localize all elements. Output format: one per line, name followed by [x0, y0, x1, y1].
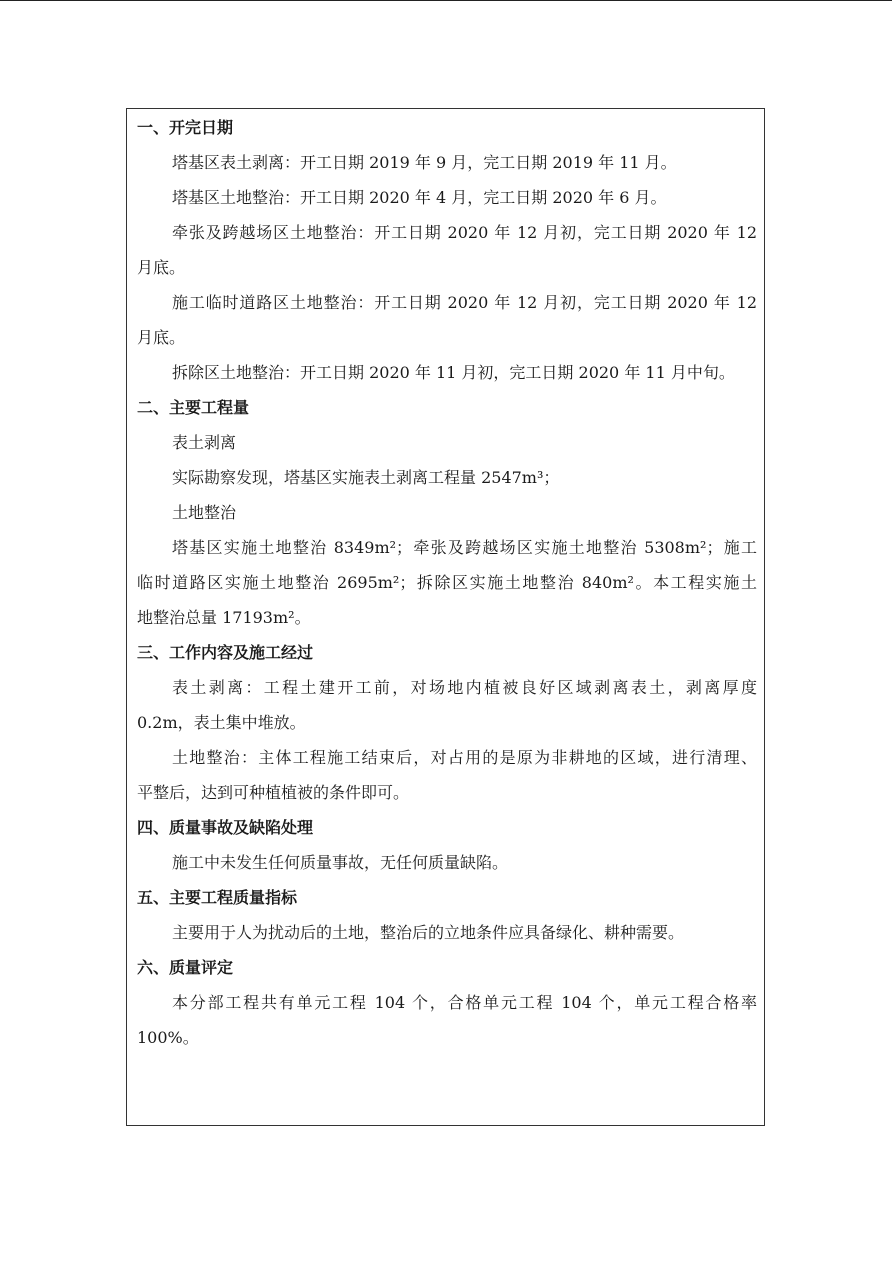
paragraph-topsoil-quantity: 实际勘察发现，塔基区实施表土剥离工程量 2547m³；	[172, 468, 560, 487]
paragraph-consolidation-process-line1: 土地整治：主体工程施工结束后，对占用的是原为非耕地的区域，进行清理、	[172, 748, 757, 767]
paragraph-consolidation-process-line2: 平整后，达到可种植植被的条件即可。	[137, 783, 410, 802]
section-heading-quality-assessment: 六、质量评定	[137, 958, 234, 977]
paragraph-land-quantity-line2: 临时道路区实施土地整治 2695m²；拆除区实施土地整治 840m²。本工程实施土	[137, 573, 757, 592]
section-heading-work-content: 三、工作内容及施工经过	[137, 643, 314, 662]
section-heading-quantities: 二、主要工程量	[137, 398, 250, 417]
paragraph-quality-indicators: 主要用于人为扰动后的土地，整治后的立地条件应具备绿化、耕种需要。	[172, 923, 685, 942]
paragraph-temp-road-dates-line1: 施工临时道路区土地整治：开工日期 2020 年 12 月初，完工日期 2020 年 12	[172, 293, 757, 312]
paragraph-stripping-process-line2: 0.2m，表土集中堆放。	[137, 713, 306, 732]
paragraph-demolition-dates: 拆除区土地整治：开工日期 2020 年 11 月初，完工日期 2020 年 11 月中旬。	[172, 363, 735, 382]
paragraph-stripping-process-line1: 表土剥离：工程土建开工前，对场地内植被良好区域剥离表土，剥离厚度	[172, 678, 757, 697]
paragraph-land-quantity-line1: 塔基区实施土地整治 8349m²；牵张及跨越场区实施土地整治 5308m²；施工	[172, 538, 757, 557]
paragraph-no-accidents: 施工中未发生任何质量事故，无任何质量缺陷。	[172, 853, 509, 872]
paragraph-land-quantity-line3: 地整治总量 17193m²。	[137, 608, 311, 627]
paragraph-tower-land-dates: 塔基区土地整治：开工日期 2020 年 4 月，完工日期 2020 年 6 月。	[172, 188, 667, 207]
paragraph-quality-assessment-line1: 本分部工程共有单元工程 104 个，合格单元工程 104 个，单元工程合格率	[172, 993, 757, 1012]
paragraph-tension-site-dates-line1: 牵张及跨越场区土地整治：开工日期 2020 年 12 月初，完工日期 2020 年 12	[172, 223, 757, 242]
paragraph-temp-road-dates-line2: 月底。	[137, 328, 186, 347]
paragraph-topsoil-dates: 塔基区表土剥离：开工日期 2019 年 9 月，完工日期 2019 年 11 月。	[172, 153, 677, 172]
paragraph-quality-assessment-line2: 100%。	[137, 1028, 199, 1047]
page-top-rule	[0, 0, 892, 1]
subheading-topsoil-stripping: 表土剥离	[172, 433, 237, 452]
subheading-land-consolidation: 土地整治	[172, 503, 237, 522]
section-heading-dates: 一、开完日期	[137, 118, 234, 137]
section-heading-accidents: 四、质量事故及缺陷处理	[137, 818, 314, 837]
document-frame	[126, 108, 765, 1126]
section-heading-quality-indicators: 五、主要工程质量指标	[137, 888, 298, 907]
paragraph-tension-site-dates-line2: 月底。	[137, 258, 186, 277]
